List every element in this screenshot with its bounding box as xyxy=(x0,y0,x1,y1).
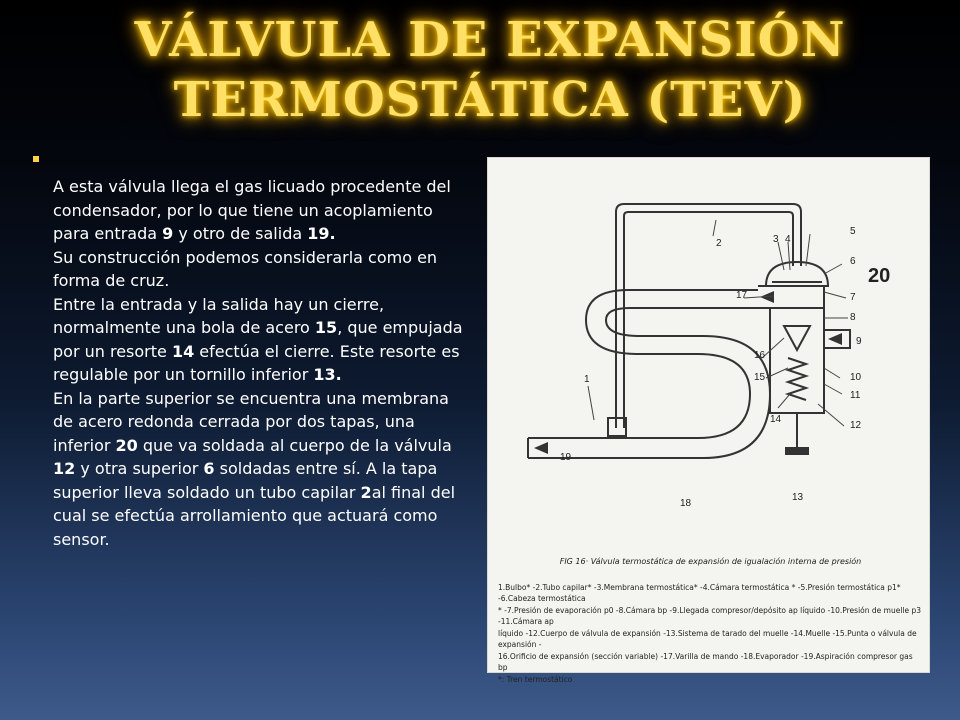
label-3: 3 xyxy=(773,234,779,245)
label-19: 19 xyxy=(560,452,572,463)
text-run: Entre la entrada y la salida hay un cierre, normalmente una bola de acero xyxy=(53,294,385,337)
text-run: , que empujada por un resorte xyxy=(53,318,463,361)
adjusting-screw xyxy=(786,448,808,454)
text-run: y otro de salida xyxy=(173,224,308,243)
title-line-2: TERMOSTÁTICA (TEV) xyxy=(173,72,807,128)
title-line-1: VÁLVULA DE EXPANSIÓN xyxy=(134,12,846,68)
caption-line: * -7.Presión de evaporación p0 -8.Cámara bp -9.Llegada compresor/depósito ap líquido -10.Presión de muelle p3 -11.Cámara ap xyxy=(498,605,922,626)
caption-line: líquido -12.Cuerpo de válvula de expansión -13.Sistema de tarado del muelle -14.Muelle -15.Punta o válvula de expansión - xyxy=(498,628,917,649)
number-12: 12 xyxy=(53,459,76,478)
evaporator-coil-inner xyxy=(528,308,770,458)
label-13: 13 xyxy=(792,492,804,503)
capillary-tube-inner xyxy=(624,212,793,428)
label-10: 10 xyxy=(850,372,862,383)
label-7: 7 xyxy=(850,292,856,303)
label-8: 8 xyxy=(850,312,856,323)
text-run: A esta válvula llega el gas licuado procedente del condensador, por lo que tiene un acoplamiento para entrada xyxy=(53,177,451,243)
label-11: 11 xyxy=(850,390,861,401)
paragraph-1 xyxy=(53,175,473,246)
label-20: 20 xyxy=(868,265,891,287)
text-run: que va soldada al cuerpo de la válvula xyxy=(137,435,452,455)
number-15: 15 xyxy=(314,318,338,337)
text-run: al final del cual se efectúa arrollamiento que actuará como sensor. xyxy=(53,482,456,549)
paragraph-4 xyxy=(53,387,473,552)
label-12: 12 xyxy=(850,420,862,431)
label-14: 14 xyxy=(770,414,782,425)
caption-line: 16.Orificio de expansión (sección variable) -17.Varilla de mando -18.Evaporador -19.Aspiración compresor gas bp xyxy=(498,651,913,672)
valve-diagram-figure xyxy=(487,157,930,684)
caption-line: *: Tren termostático xyxy=(498,674,573,684)
text-run: En la parte superior se encuentra una membrana de acero redonda cerrada por dos tapas, una inferior xyxy=(53,388,449,455)
spring xyxy=(788,358,806,400)
body-text xyxy=(53,175,473,551)
number-14: 14 xyxy=(171,341,195,361)
caption-line: 1.Bulbo* -2.Tubo capilar* -3.Membrana termostática* -4.Cámara termostática * -5.Presión termostática p1* -6.Cabeza termostática xyxy=(498,582,901,603)
label-2: 2 xyxy=(716,238,722,249)
bullet-marker xyxy=(33,156,39,162)
label-6: 6 xyxy=(850,256,856,267)
paragraph-2: Su construcción podemos considerarla como en forma de cruz. xyxy=(53,247,438,290)
label-17: 17 xyxy=(736,290,748,301)
number-2: 2 xyxy=(360,482,372,502)
label-9: 9 xyxy=(856,336,862,347)
label-18: 18 xyxy=(680,498,692,509)
number-20: 20 xyxy=(115,435,138,455)
slide-title xyxy=(110,10,870,130)
number-13: 13. xyxy=(313,365,342,384)
label-4: 4 xyxy=(785,234,791,245)
label-15: 15 xyxy=(754,372,766,383)
text-run: soldadas entre sí. A la tapa superior lleva soldado un tubo capilar xyxy=(53,459,438,502)
figure-caption xyxy=(498,556,923,685)
number-19: 19. xyxy=(307,224,336,243)
label-1: 1 xyxy=(584,374,590,385)
paragraph-3 xyxy=(53,293,473,387)
expansion-cone xyxy=(784,326,810,350)
label-5: 5 xyxy=(850,226,856,237)
number-9: 9 xyxy=(162,224,174,243)
caption-title: FIG 16· Válvula termostática de expansión de igualación interna de presión xyxy=(559,557,862,566)
text-run: y otra superior xyxy=(75,459,204,478)
evaporator-coil-outer xyxy=(528,290,758,438)
number-6: 6 xyxy=(203,459,215,478)
text-run: efectúa el cierre. Este resorte es regulable por un tornillo inferior xyxy=(53,341,460,384)
label-16: 16 xyxy=(754,350,766,361)
